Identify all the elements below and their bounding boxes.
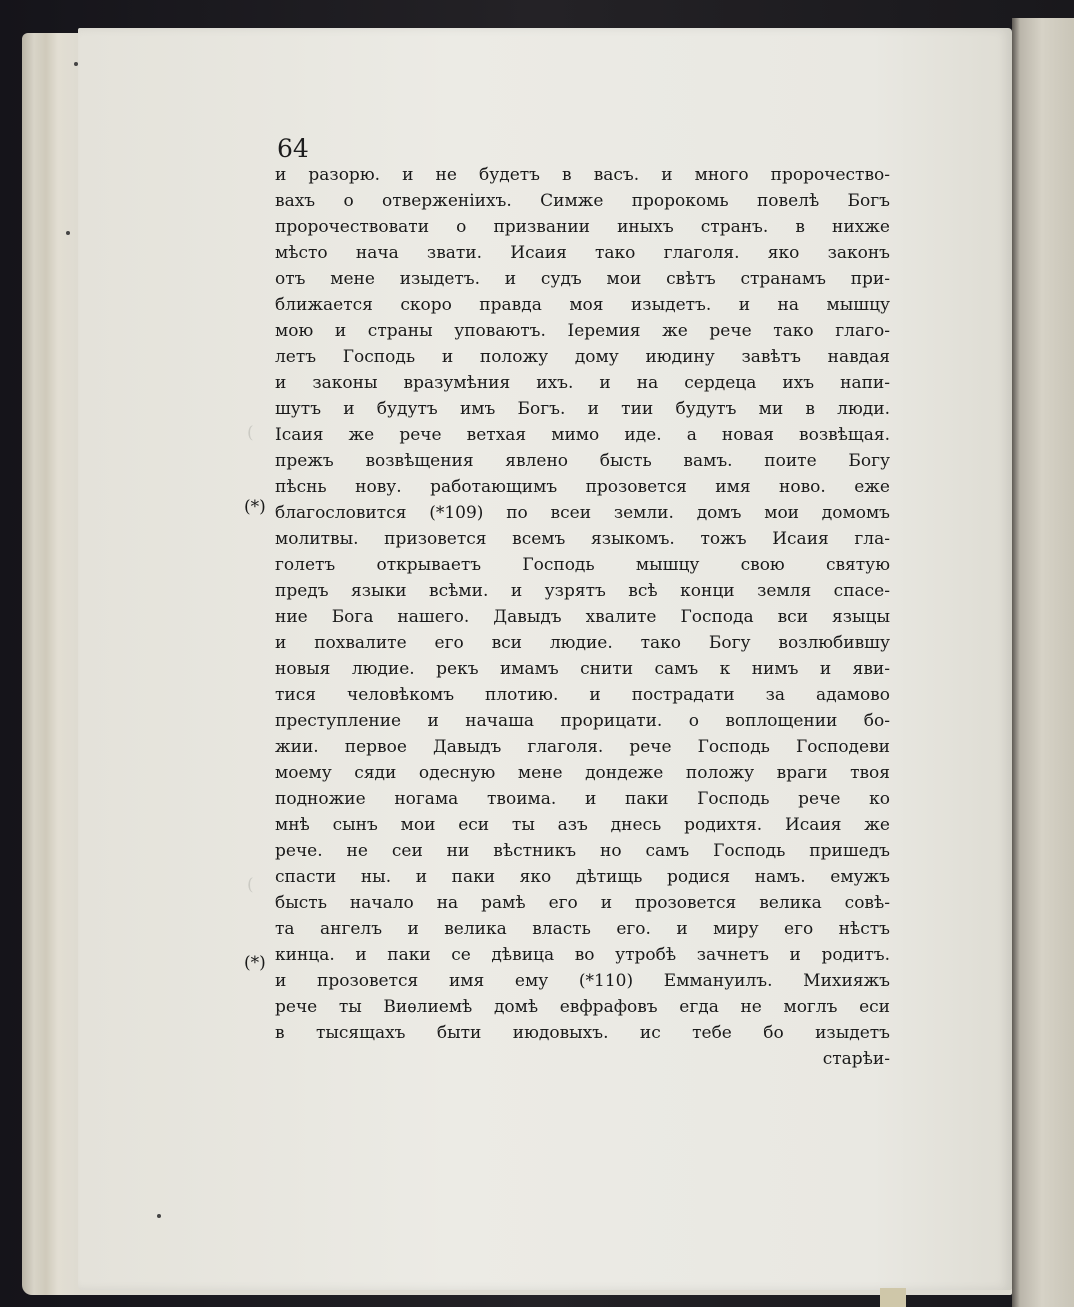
text-line: и прозовется имя ему (*110) Еммануилъ. Михияжъ	[275, 971, 890, 991]
text-line: жии. первое Давыдъ глаголя. рече Господь Господеви	[275, 737, 890, 757]
facing-page-edge	[1012, 18, 1074, 1307]
body-text	[275, 162, 890, 1072]
text-line: та ангелъ и велика власть его. и миру его нѣстъ	[275, 919, 890, 939]
catchword: старѣи-	[822, 1049, 890, 1069]
text-line: рече ты Виѳлиемѣ домѣ евфрафовъ егда не моглъ еси	[275, 997, 890, 1017]
bookmark-ribbon	[880, 1288, 906, 1307]
text-line: вахъ о отверженiихъ. Симже пророкомь повелѣ Богъ	[275, 191, 890, 211]
text-line: бысть начало на рамѣ его и прозовется велика совѣ-	[275, 893, 890, 913]
text-line: спасти ны. и паки яко дѣтищь родися намъ. емужъ	[275, 867, 890, 887]
text-line: мѣсто нача звати. Исаия тако глаголя. яко законъ	[275, 243, 890, 263]
text-line: прежъ возвѣщения явлено бысть вамъ. поите Богу	[275, 451, 890, 471]
text-line: благословится (*109) по всеи земли. домъ мои домомъ	[275, 503, 890, 523]
text-line: подножие ногама твоима. и паки Господь рече ко	[275, 789, 890, 809]
paper-speck	[74, 62, 78, 66]
bleed-through-mark: (	[247, 875, 254, 895]
text-line: отъ мене изыдетъ. и судъ мои свѣтъ странамъ при-	[275, 269, 890, 289]
text-line: пѣснь нову. работающимъ прозовется имя ново. еже	[275, 477, 890, 497]
text-line: мою и страны уповаютъ. Iеремия же рече тако глаго-	[275, 321, 890, 341]
text-line: рече. не сеи ни вѣстникъ но самъ Господь пришедъ	[275, 841, 890, 861]
paper-speck	[157, 1214, 161, 1218]
text-line: ближается скоро правда моя изыдетъ. и на мышцу	[275, 295, 890, 315]
text-line: новыя людие. рекъ имамъ снити самъ к нимъ и яви-	[275, 659, 890, 679]
page-number: 64	[277, 134, 309, 163]
text-line: пророчествовати о призвании иныхъ странъ. в нихже	[275, 217, 890, 237]
text-line: преступление и начаша прорицати. о воплощении бо-	[275, 711, 890, 731]
footnote-marker: (*)	[244, 497, 266, 517]
text-line: в тысящахъ быти июдовыхъ. ис тебе бо изыдетъ	[275, 1023, 890, 1043]
text-line: мнѣ сынъ мои еси ты азъ днесь родихтя. Исаия же	[275, 815, 890, 835]
text-line: кинца. и паки се дѣвица во утробѣ зачнетъ и родитъ.	[275, 945, 890, 965]
text-line: моему сяди одесную мене дондеже положу враги твоя	[275, 763, 890, 783]
text-line: и похвалите его вси людие. тако Богу возлюбившу	[275, 633, 890, 653]
text-line: предъ языки всѣми. и узрятъ всѣ конци земля спасе-	[275, 581, 890, 601]
text-line: тися человѣкомъ плотию. и пострадати за адамово	[275, 685, 890, 705]
text-line: и разорю. и не будетъ в васъ. и много пророчество-	[275, 165, 890, 185]
text-line: молитвы. призовется всемъ языкомъ. тожъ Исаия гла-	[275, 529, 890, 549]
bleed-through-mark: (	[247, 423, 254, 443]
paper-speck	[66, 231, 70, 235]
text-line: летъ Господь и положу дому июдину завѣтъ навдая	[275, 347, 890, 367]
text-line: и законы вразумѣния ихъ. и на сердеца ихъ напи-	[275, 373, 890, 393]
text-line: ние Бога нашего. Давыдъ хвалите Господа вси языцы	[275, 607, 890, 627]
footnote-marker: (*)	[244, 953, 266, 973]
text-line: голетъ открываетъ Господь мышцу свою святую	[275, 555, 890, 575]
text-line: шутъ и будутъ имъ Богъ. и тии будутъ ми в люди.	[275, 399, 890, 419]
text-line: Iсаия же рече ветхая мимо иде. а новая возвѣщая.	[275, 425, 890, 445]
